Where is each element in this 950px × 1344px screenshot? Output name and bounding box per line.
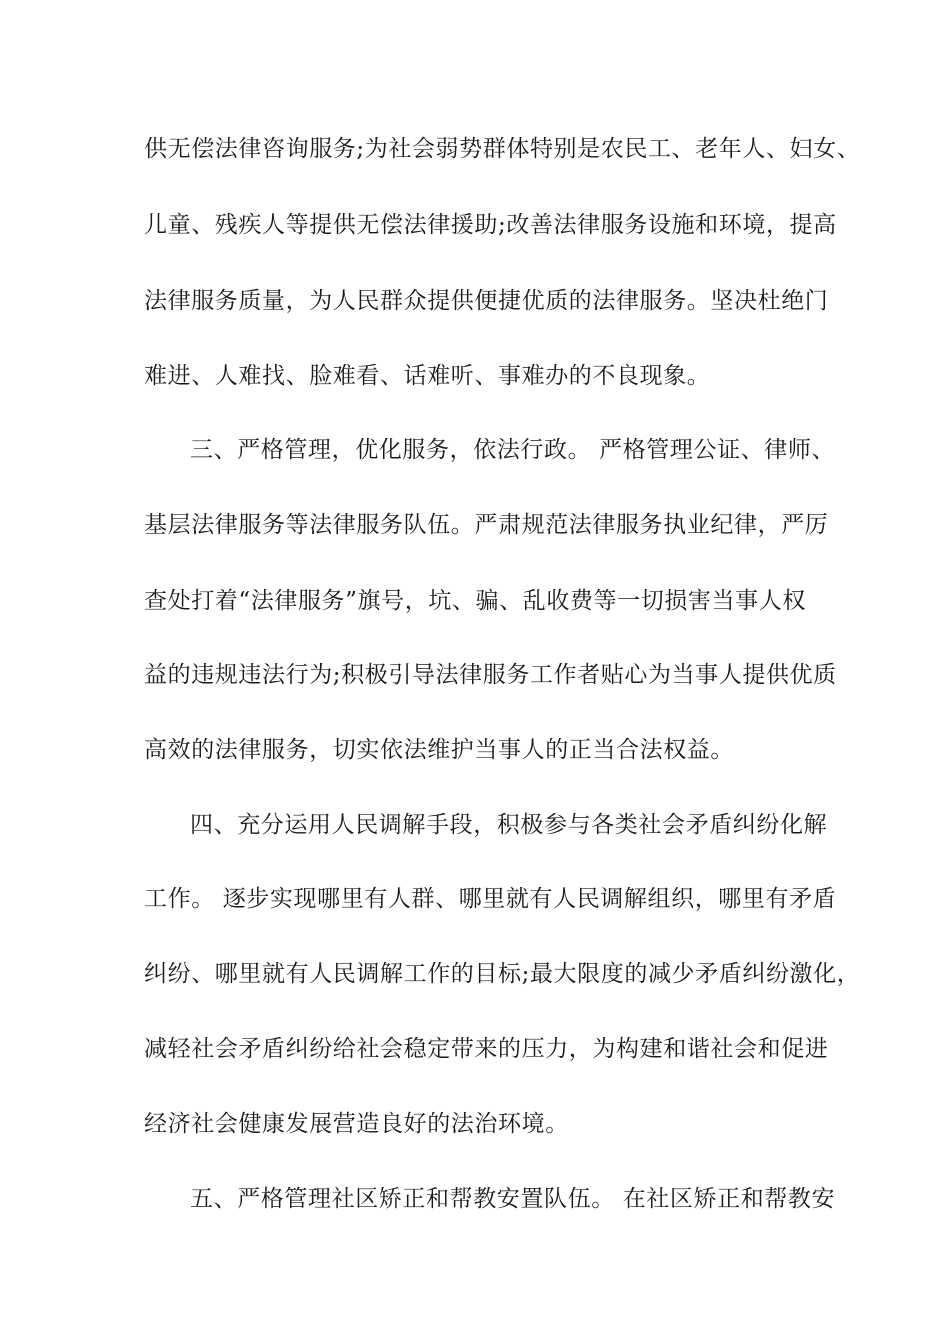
text-line: 益的违规违法行为;积极引导法律服务工作者贴心为当事人提供优质 — [144, 662, 837, 688]
text-line: 基层法律服务等法律服务队伍。严肃规范法律服务执业纪律，严厉 — [144, 512, 829, 538]
text-line: 难进、人难找、脸难看、话难听、事难办的不良现象。 — [144, 363, 711, 389]
text-line: 工作。 逐步实现哪里有人群、哪里就有人民调解组织，哪里有矛盾 — [144, 886, 837, 912]
paragraph-start-line: 五、严格管理社区矫正和帮教安置队伍。 在社区矫正和帮教安 — [190, 1186, 836, 1212]
text-line: 减轻社会矛盾纠纷给社会稳定带来的压力，为构建和谐社会和促进 — [144, 1036, 829, 1062]
text-line: 纠纷、哪里就有人民调解工作的目标;最大限度的减少矛盾纠纷激化， — [144, 961, 861, 987]
paragraph-start-line: 三、严格管理，优化服务，依法行政。 严格管理公证、律师、 — [190, 437, 836, 463]
text-line: 查处打着“法律服务”旗号，坑、骗、乱收费等一切损害当事人权 — [144, 588, 806, 614]
text-line: 供无偿法律咨询服务;为社会弱势群体特别是农民工、老年人、妇女、 — [144, 136, 861, 162]
text-line: 经济社会健康发展营造良好的法治环境。 — [144, 1111, 569, 1137]
paragraph-start-line: 四、充分运用人民调解手段，积极参与各类社会矛盾纠纷化解 — [190, 812, 828, 838]
text-line: 法律服务质量，为人民群众提供便捷优质的法律服务。坚决杜绝门 — [144, 288, 829, 314]
text-line: 儿童、残疾人等提供无偿法律援助;改善法律服务设施和环境，提高 — [144, 212, 837, 238]
text-line: 高效的法律服务，切实依法维护当事人的正当合法权益。 — [144, 737, 734, 763]
